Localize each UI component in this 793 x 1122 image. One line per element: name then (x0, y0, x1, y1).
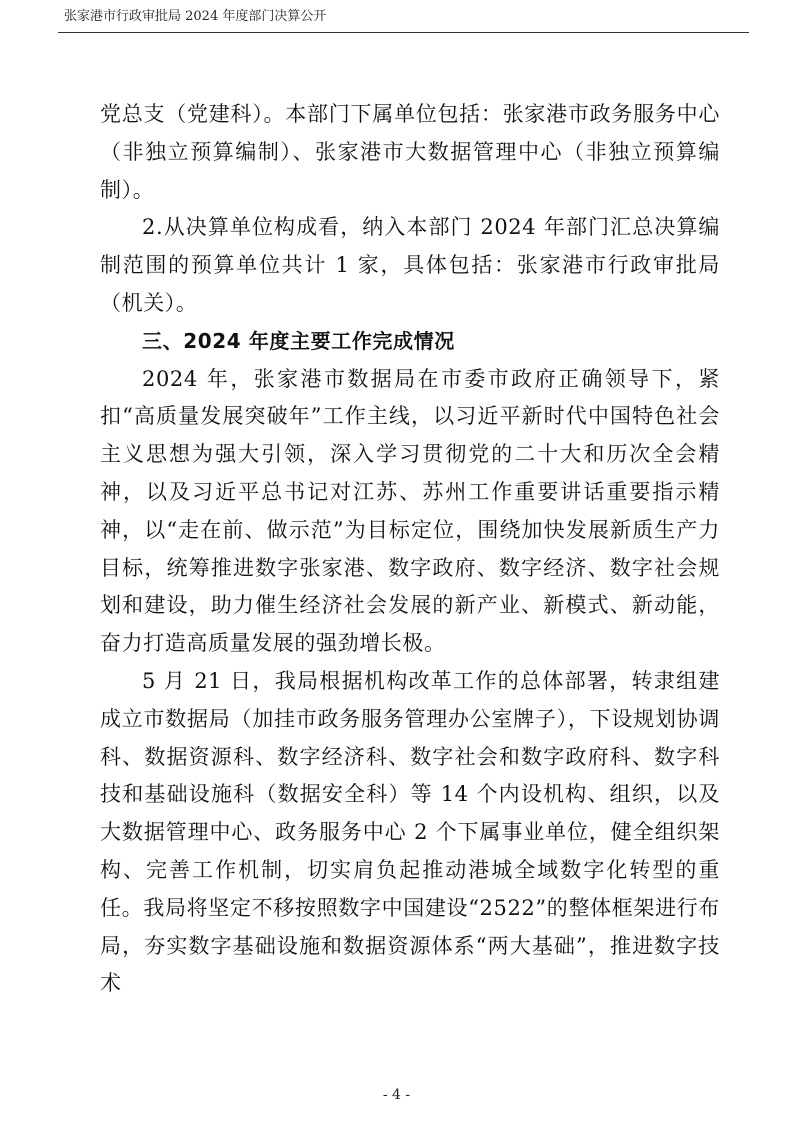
page-header: 张家港市行政审批局 2024 年度部门决算公开 (64, 9, 327, 24)
section-heading: 三、2024 年度主要工作完成情况 (142, 328, 455, 353)
paragraph-work-overview: 2024 年，张家港市数据局在市委市政府正确领导下，紧扣“高质量发展突破年”工作主线，以习近平新时代中国特色社会主义思想为强大引领，深入学习贯彻党的二十大和历次全会精神，以及习近平总书记对江苏、苏州工作重要讲话重要指示精神，以“走在前、做示范”为目标定位，围绕加快发展新质生产力目标，统筹推进数字张家港、数字政府、数字经济、数字社会规划和建设，助力催生经济社会发展的新产业、新模式、新动能，奋力打造高质量发展的强劲增长极。 (100, 366, 720, 656)
page-number: - 4 - (382, 1087, 411, 1103)
paragraph-budget-units: 2.从决算单位构成看，纳入本部门 2024 年部门汇总决算编制范围的预算单位共计 1 家，具体包括：张家港市行政审批局（机关）。 (100, 215, 720, 315)
paragraph-continued-units: 党总支（党建科）。本部门下属单位包括：张家港市政务服务中心（非独立预算编制）、张家港市大数据管理中心（非独立预算编制）。 (100, 102, 720, 202)
paragraph-restructuring: 5 月 21 日，我局根据机构改革工作的总体部署，转隶组建成立市数据局（加挂市政务服务管理办公室牌子），下设规划协调科、数据资源科、数字经济科、数字社会和数字政府科、数字科技和基础设施科（数据安全科）等 14 个内设机构、组织，以及大数据管理中心、政务服务中心 2 个下属事业单位，健全组织架构、完善工作机制，切实肩负起推动港城全域数字化转型的重任。我局将坚定不移按照数字中国建设“2522”的整体框架进行布局，夯实数字基础设施和数据资源体系“两大基础”，推进数字技术 (100, 668, 720, 996)
header-divider (58, 32, 749, 33)
document-body (100, 96, 720, 1003)
